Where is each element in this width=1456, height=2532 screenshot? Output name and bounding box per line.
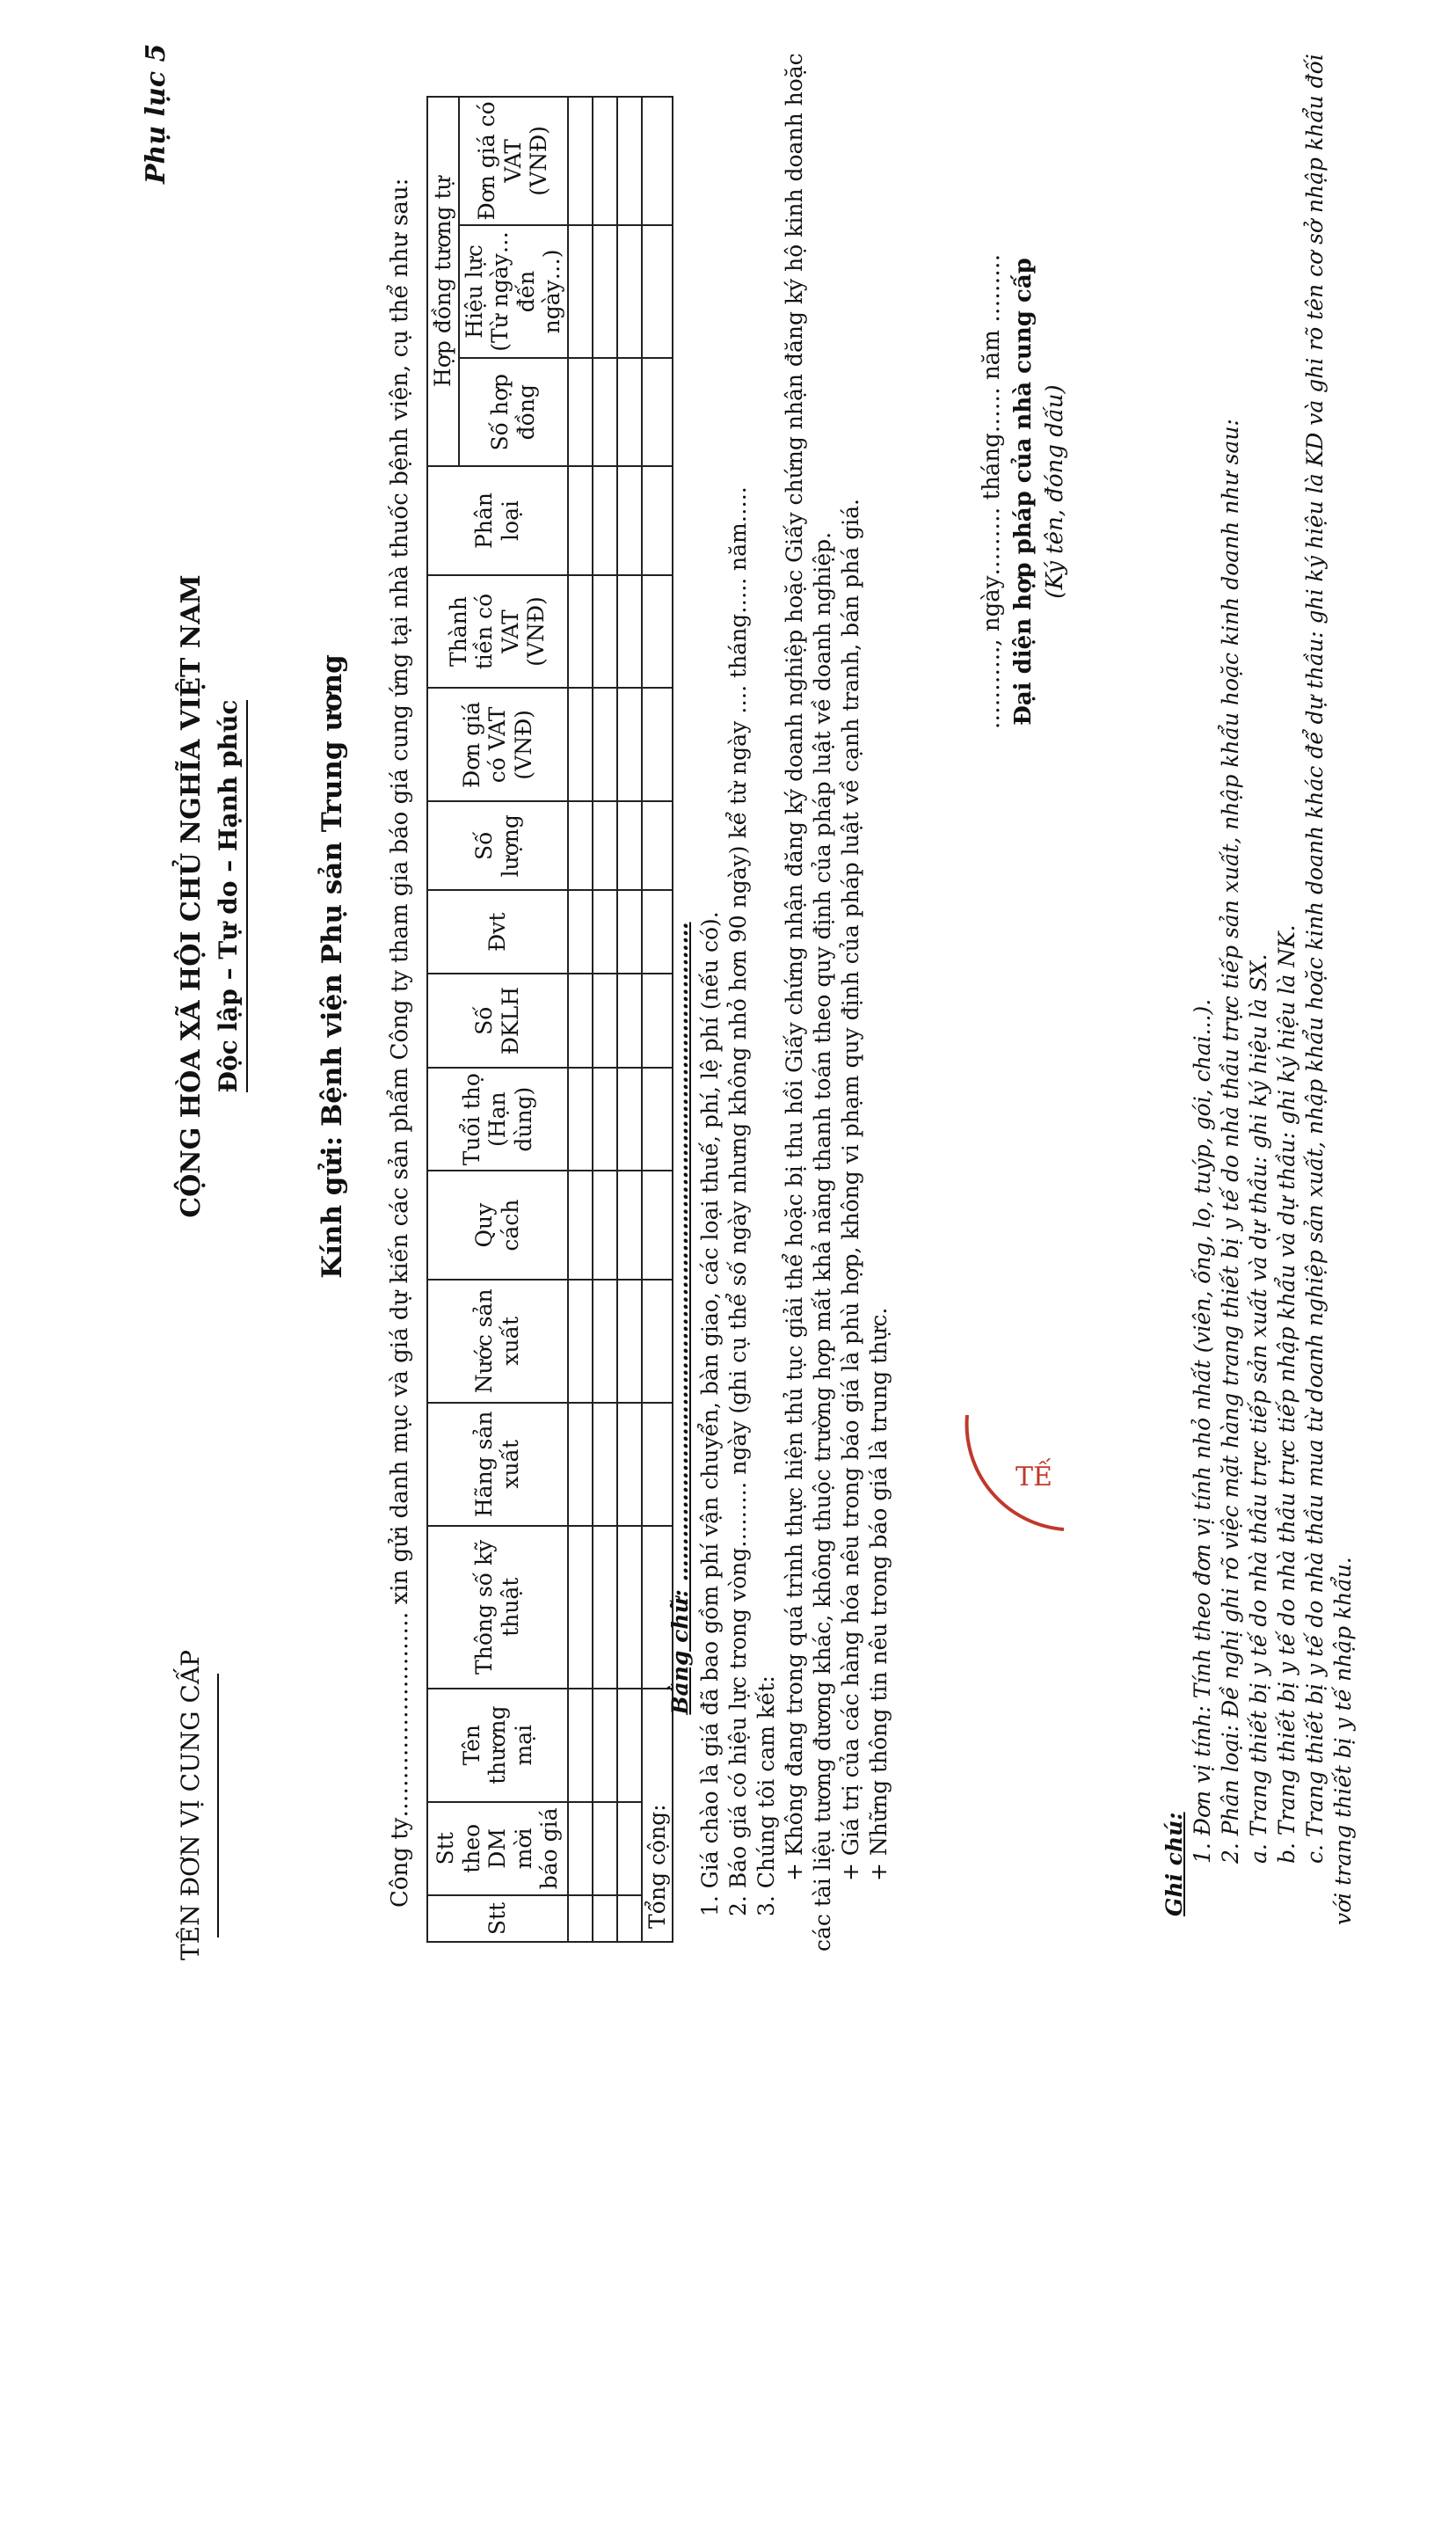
col-header: Tên thương mại: [427, 1689, 568, 1802]
table-cell[interactable]: [593, 1403, 617, 1526]
table-cell[interactable]: [617, 97, 642, 225]
table-cell[interactable]: [593, 1526, 617, 1689]
table-cell[interactable]: [593, 1895, 617, 1942]
table-cell[interactable]: [617, 575, 642, 689]
price-quote-table: [426, 96, 673, 1943]
supplier-header: [176, 1650, 219, 1960]
table-cell[interactable]: [617, 1068, 642, 1171]
footnote-line: 2. Phân loại: Đề nghị ghi rõ việc mặt hàng trang thiết bị y tế do nhà thầu trực tiếp sản xuất, nhập khẩu hoặc kinh doanh như sau:: [1218, 419, 1243, 1864]
col-header: Đvt: [427, 890, 568, 974]
table-row: [568, 97, 593, 1942]
footnotes-title: Ghi chú:: [1161, 1812, 1187, 1916]
nation-title: CỘNG HÒA XÃ HỘI CHỦ NGHĨA VIỆT NAM: [176, 574, 207, 1218]
table-cell[interactable]: [568, 1895, 593, 1942]
note-line: + Những thông tin nêu trong báo giá là trung thực.: [866, 1307, 892, 1881]
table-cell[interactable]: [617, 1171, 642, 1280]
table-cell[interactable]: [568, 1171, 593, 1280]
header-underline: [217, 1674, 219, 1937]
red-stamp-mark: [941, 1397, 1085, 1547]
table-cell[interactable]: [568, 974, 593, 1067]
table-cell[interactable]: [617, 1802, 642, 1895]
footnotes: [1161, 54, 1358, 1925]
table-cell[interactable]: [568, 466, 593, 574]
col-header: Stt: [427, 1895, 568, 1942]
col-header: Đơn giá có VAT (VNĐ): [427, 688, 568, 801]
table-cell[interactable]: [568, 1802, 593, 1895]
table-cell[interactable]: [593, 225, 617, 358]
col-header: Hiệu lực (Từ ngày… đến ngày…): [459, 225, 568, 358]
signature-role: Đại diện hợp pháp của nhà cung cấp: [1010, 258, 1037, 726]
col-header: Số hợp đồng: [459, 358, 568, 466]
table-cell[interactable]: [593, 1068, 617, 1171]
table-cell[interactable]: [593, 1280, 617, 1403]
col-header: Quy cách: [427, 1171, 568, 1280]
table-cell[interactable]: [617, 466, 642, 574]
table-cell[interactable]: [593, 1802, 617, 1895]
table-cell[interactable]: [568, 801, 593, 890]
table-cell[interactable]: [617, 1689, 642, 1802]
table-cell[interactable]: [568, 1403, 593, 1526]
table-header-row: [427, 97, 459, 1942]
national-header: [176, 456, 248, 1336]
signature-block: [976, 157, 1071, 826]
col-header: Thành tiền có VAT (VNĐ): [427, 575, 568, 689]
table-cell[interactable]: [617, 688, 642, 801]
footnote-line: c. Trang thiết bị y tế do nhà thầu mua từ doanh nghiệp sản xuất, nhập khẩu hoặc kinh doanh khác để dự thầu: ghi ký hiệu là KD và ghi rõ tên cơ sở nhập khẩu đối: [1302, 54, 1328, 1864]
table-cell[interactable]: [593, 801, 617, 890]
table-cell[interactable]: [617, 890, 642, 974]
footnote-line: 1. Đơn vị tính: Tính theo đơn vị tính nhỏ nhất (viên, ống, lọ, tuýp, gói, chai...).: [1190, 998, 1215, 1864]
nation-motto: Độc lập – Tự do – Hạnh phúc: [214, 700, 248, 1093]
table-cell[interactable]: [593, 575, 617, 689]
col-header: Phân loại: [427, 466, 568, 574]
note-line: 2. Báo giá có hiệu lực trong vòng……… ngày (ghi cụ thể số ngày nhưng không nhỏ hơn 90 ngày) kể từ ngày …. tháng….. năm…..: [725, 486, 751, 1916]
table-cell[interactable]: [568, 1526, 593, 1689]
table-cell[interactable]: [568, 890, 593, 974]
col-header: Hãng sản xuất: [427, 1403, 568, 1526]
col-header: Đơn giá có VAT (VNĐ): [459, 97, 568, 225]
table-cell[interactable]: [617, 1403, 642, 1526]
table-cell[interactable]: [617, 1895, 642, 1942]
table-cell[interactable]: [617, 1526, 642, 1689]
table-cell[interactable]: [593, 974, 617, 1067]
note-line: + Không đang trong quá trình thực hiện thủ tục giải thể hoặc bị thu hồi Giấy chứng nhận đăng ký doanh nghiệp hoặc Giấy chứng nhận đăng ký hộ kinh doanh hoặc: [782, 53, 807, 1881]
note-line: + Giá trị của các hàng hóa nêu trong báo giá là phù hợp, không vi phạm quy định của pháp luật về cạnh tranh, bán phá giá.: [838, 499, 863, 1881]
stamp-text: TẾ: [1016, 1462, 1052, 1492]
appendix-label: Phụ lục 5: [141, 43, 171, 184]
group-header-similar-contract: Hợp đồng tương tự: [427, 97, 459, 466]
col-header: Thông số kỹ thuật: [427, 1526, 568, 1689]
total-label: Tổng cộng:: [642, 1689, 673, 1942]
table-cell[interactable]: [617, 225, 642, 358]
note-line: 3. Chúng tôi cam kết:: [753, 1675, 779, 1916]
col-header: Stt theo DM mời báo giá: [427, 1802, 568, 1895]
table-cell[interactable]: [593, 466, 617, 574]
footnote-line: a. Trang thiết bị y tế do nhà thầu trực tiếp sản xuất và dự thầu: ghi ký hiệu là SX.: [1246, 953, 1271, 1864]
table-cell[interactable]: [617, 801, 642, 890]
signature-date: ……….., ngày……… tháng…… năm ………: [979, 253, 1005, 730]
table-cell[interactable]: [568, 1689, 593, 1802]
note-line: 1. Giá chào là giá đã bao gồm phí vận chuyển, bàn giao, các loại thuế, phí, lệ phí (nếu có).: [697, 911, 723, 1916]
table-cell[interactable]: [593, 688, 617, 801]
footnote-line: với trang thiết bị y tế nhập khẩu.: [1330, 1557, 1356, 1925]
table-row: [617, 97, 642, 1942]
stamp-icon: [941, 1397, 1081, 1547]
table-cell[interactable]: [568, 358, 593, 466]
quote-notes: [666, 53, 893, 1952]
footnote-line: b. Trang thiết bị y tế do nhà thầu trực tiếp nhập khẩu và dự thầu: ghi ký hiệu là NK.: [1274, 924, 1299, 1864]
recipient-line: Kính gửi: Bệnh viện Phụ sản Trung ương: [317, 654, 348, 1279]
col-header: Nước sản xuất: [427, 1280, 568, 1403]
supplier-name: TÊN ĐƠN VỊ CUNG CẤP: [176, 1650, 205, 1960]
table-cell[interactable]: [617, 974, 642, 1067]
amount-in-words: Bằng chữ: ………………………………………………………………………………: [667, 922, 693, 1715]
table-cell[interactable]: [568, 1280, 593, 1403]
table-cell[interactable]: [593, 358, 617, 466]
col-header: Tuổi thọ (Hạn dùng): [427, 1068, 568, 1171]
table-cell[interactable]: [568, 575, 593, 689]
table-cell[interactable]: [568, 1068, 593, 1171]
table-cell[interactable]: [568, 97, 593, 225]
col-header: Số ĐKLH: [427, 974, 568, 1067]
intro-paragraph: Công ty……………………… xin gửi danh mục và giá dự kiến các sản phẩm Công ty tham gia báo giá cung ứng tại nhà thuốc bệnh viện, cụ thể như sau:: [387, 178, 413, 1908]
table-cell[interactable]: [593, 1689, 617, 1802]
table-cell[interactable]: [593, 97, 617, 225]
table-cell[interactable]: [617, 358, 642, 466]
note-line: các tài liệu tương đương khác, không thuộc trường hợp mất khả năng thanh toán theo quy định của pháp luật về doanh nghiệp.: [810, 531, 835, 1952]
table-cell[interactable]: [568, 225, 593, 358]
signature-hint: (Ký tên, đóng dấu): [1042, 384, 1068, 599]
table-cell[interactable]: [617, 1280, 642, 1403]
table-cell[interactable]: [568, 688, 593, 801]
table-row: [593, 97, 617, 1942]
col-header: Số lượng: [427, 801, 568, 890]
table-cell[interactable]: [593, 1171, 617, 1280]
table-cell[interactable]: [593, 890, 617, 974]
